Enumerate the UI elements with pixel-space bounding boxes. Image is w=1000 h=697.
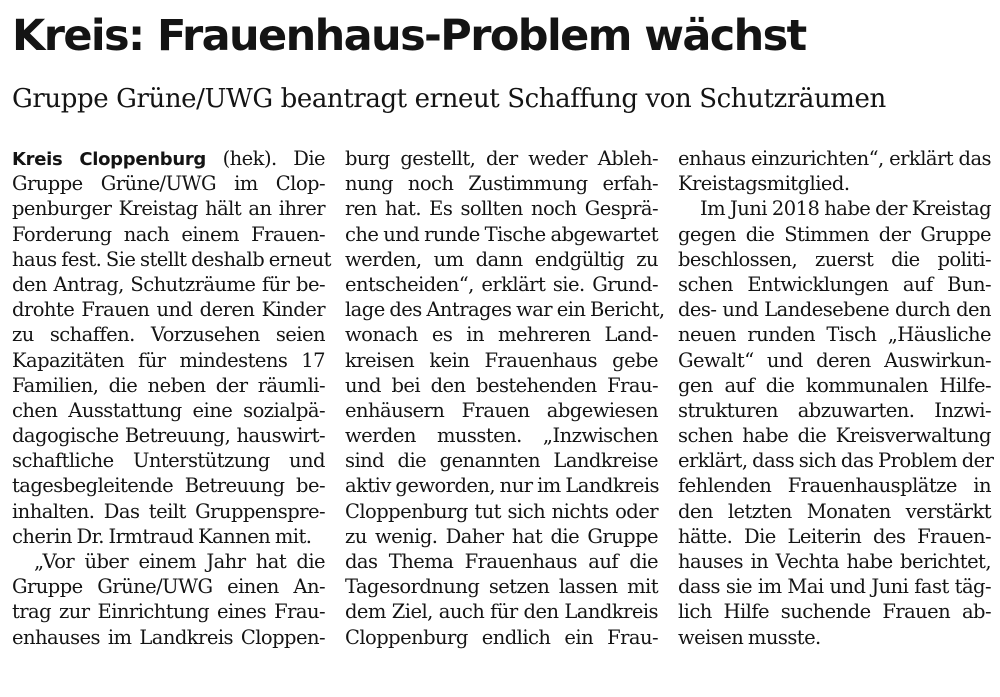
article-line: dem Ziel, auch für den Landkreis	[345, 600, 658, 624]
article-line: entscheiden“, erklärt sie. Grund-	[345, 272, 658, 296]
article-column-1	[12, 146, 331, 650]
article-line: penburger Kreistag hält an ihrer	[12, 197, 325, 221]
article-line: ren hat. Es sollten noch Gesprä-	[345, 197, 658, 221]
article-line: den letzten Monaten verstärkt	[678, 499, 991, 523]
article-line: tagesbegleitende Betreuung be-	[12, 474, 325, 498]
article-line: kreisen kein Frauenhaus gebe	[345, 348, 658, 372]
article-line: Kreistagsmitglied.	[678, 172, 850, 196]
article-line-text: (hek). Die	[206, 147, 325, 170]
article-line: das Thema Frauenhaus auf die	[345, 550, 658, 573]
article-line: aktiv geworden, nur im Landkreis	[345, 474, 659, 498]
article-column-2	[345, 146, 665, 650]
article-line: zu wenig. Daher hat die Gruppe	[345, 524, 658, 548]
headline: Kreis: Frauenhaus-Problem wächst	[12, 11, 806, 61]
article-line: sind die genannten Landkreise	[345, 449, 658, 473]
article-line: enhaus einzurichten“, erklärt das	[678, 147, 991, 170]
article-line: schen habe die Kreisverwaltung	[678, 424, 991, 448]
article-line: werden mussten. „Inzwischen	[345, 424, 658, 448]
article-line: enhäusern Frauen abgewiesen	[345, 398, 658, 422]
dateline: Kreis Cloppenburg	[12, 149, 207, 170]
article-line: dagogische Betreuung, hauswirt-	[12, 424, 325, 448]
article-line: dass sie im Mai und Juni fast täg-	[678, 575, 991, 599]
article-line: werden, um dann endgültig zu	[345, 247, 658, 271]
article-line	[12, 146, 325, 171]
article-line: „Vor über einem Jahr hat die	[34, 550, 325, 573]
article-line: Gruppe Grüne/UWG einen An-	[12, 575, 325, 599]
article-line: wonach es in mehreren Land-	[345, 323, 658, 347]
article-line: Im Juni 2018 habe der Kreistag	[700, 197, 991, 221]
article-line: Gewalt“ und deren Auswirkun-	[678, 348, 991, 372]
article-line: chen Ausstattung eine sozialpä-	[12, 398, 325, 422]
article-line: zu schaffen. Vorzusehen seien	[12, 323, 325, 347]
article-line: schen Entwicklungen auf Bun-	[678, 272, 991, 296]
article-line: burg gestellt, der weder Ableh-	[345, 147, 658, 170]
article-line: und bei den bestehenden Frau-	[345, 373, 658, 397]
article-line: Forderung nach einem Frauen-	[12, 222, 325, 246]
article-line: lich Hilfe suchende Frauen ab-	[678, 600, 991, 624]
article-line: hätte. Die Leiterin des Frauen-	[678, 524, 991, 548]
article-line: weisen musste.	[678, 625, 821, 649]
article-line: drohte Frauen und deren Kinder	[12, 298, 325, 322]
article-line: enhauses im Landkreis Cloppen-	[12, 625, 325, 649]
article-line: trag zur Einrichtung eines Frau-	[12, 600, 325, 624]
article-line: schaftliche Unterstützung und	[12, 449, 325, 473]
article-line: lage des Antrages war ein Bericht,	[345, 298, 665, 322]
article-line: Tagesordnung setzen lassen mit	[345, 575, 658, 599]
subheadline: Gruppe Grüne/UWG beantragt erneut Schaffung von Schutzräumen	[12, 84, 886, 114]
article-line: fehlenden Frauenhausplätze in	[678, 474, 991, 498]
article-line: inhalten. Das teilt Gruppenspre-	[12, 499, 325, 523]
article-line: den Antrag, Schutzräume für be-	[12, 272, 325, 296]
article-line: Familien, die neben der räumli-	[12, 373, 325, 397]
article-line: che und runde Tische abgewartet	[345, 222, 658, 246]
article-line: beschlossen, zuerst die politi-	[678, 247, 991, 271]
article-line: Cloppenburg endlich ein Frau-	[345, 625, 658, 649]
article-line: Kapazitäten für mindestens 17	[12, 348, 325, 372]
article-line: hauses in Vechta habe berichtet,	[678, 550, 991, 573]
article-line: haus fest. Sie stellt deshalb erneut	[12, 247, 331, 271]
article-line: des- und Landesebene durch den	[678, 298, 991, 322]
article-line: gegen die Stimmen der Gruppe	[678, 222, 991, 246]
article-column-3	[678, 146, 994, 650]
article-line: neuen runden Tisch „Häusliche	[678, 323, 991, 347]
article-line: nung noch Zustimmung erfah-	[345, 172, 658, 196]
article-line: erklärt, dass sich das Problem der	[678, 449, 994, 473]
article-line: cherin Dr. Irmtraud Kannen mit.	[12, 524, 312, 548]
article-line: strukturen abzuwarten. Inzwi-	[678, 398, 991, 422]
article-line: Cloppenburg tut sich nichts oder	[345, 499, 658, 523]
article-line: Gruppe Grüne/UWG im Clop-	[12, 172, 325, 196]
article-line: gen auf die kommunalen Hilfe-	[678, 373, 991, 397]
